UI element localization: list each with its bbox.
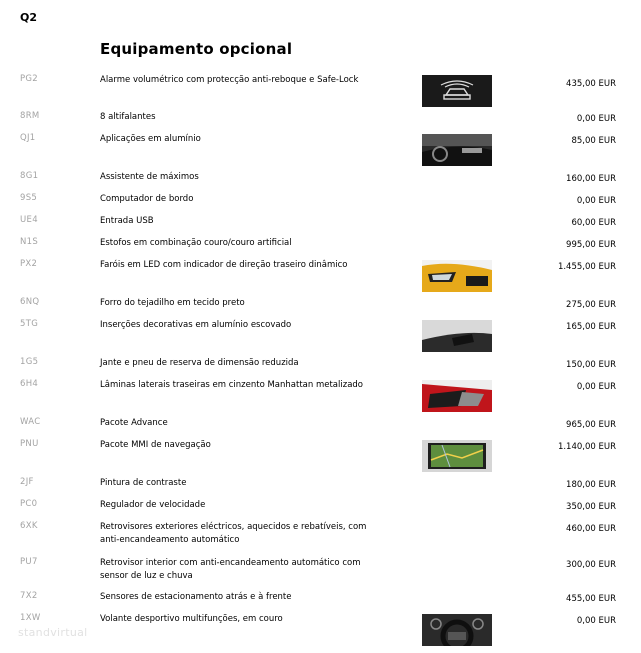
item-description: 8 altifalantes bbox=[100, 112, 156, 122]
item-price: 275,00 EUR bbox=[566, 300, 616, 310]
item-price: 455,00 EUR bbox=[566, 594, 616, 604]
watermark: standvirtual bbox=[18, 626, 88, 639]
item-code: PNU bbox=[20, 439, 39, 449]
item-description: Aplicações em alumínio bbox=[100, 134, 201, 144]
item-description: Pintura de contraste bbox=[100, 478, 187, 488]
alarm-icon bbox=[422, 75, 492, 107]
item-code: 8G1 bbox=[20, 171, 39, 181]
headlight-photo bbox=[422, 260, 492, 292]
item-code: UE4 bbox=[20, 215, 38, 225]
model-label: Q2 bbox=[20, 11, 38, 24]
blade-photo bbox=[422, 380, 492, 412]
item-code: PX2 bbox=[20, 259, 38, 269]
item-price: 435,00 EUR bbox=[566, 79, 616, 89]
item-code: 2JF bbox=[20, 477, 34, 487]
item-description: Inserções decorativas em alumínio escovado bbox=[100, 320, 292, 330]
item-code: 7X2 bbox=[20, 591, 38, 601]
item-code: N1S bbox=[20, 237, 39, 247]
item-price: 180,00 EUR bbox=[566, 480, 616, 490]
item-price: 1.140,00 EUR bbox=[557, 442, 616, 452]
item-description: Jante e pneu de reserva de dimensão reduzida bbox=[100, 358, 299, 368]
interior-photo bbox=[422, 134, 492, 166]
item-code: PG2 bbox=[20, 74, 39, 84]
item-description: Computador de bordo bbox=[100, 194, 194, 204]
item-code: 6H4 bbox=[20, 379, 39, 389]
item-description: Alarme volumétrico com protecção anti-reboque e Safe-Lock bbox=[100, 75, 359, 85]
item-code: 1XW bbox=[20, 613, 41, 623]
item-description: Sensores de estacionamento atrás e à frente bbox=[100, 592, 292, 602]
item-price: 160,00 EUR bbox=[566, 174, 616, 184]
item-code: WAC bbox=[20, 417, 41, 427]
item-price: 0,00 EUR bbox=[576, 382, 616, 392]
item-price: 1.455,00 EUR bbox=[557, 262, 616, 272]
item-description: Entrada USB bbox=[100, 216, 154, 226]
item-description: Retrovisores exteriores eléctricos, aquecidos e rebatíveis, com anti-encandeamento automático bbox=[100, 522, 367, 545]
item-description: Retrovisor interior com anti-encandeamento automático com sensor de luz e chuva bbox=[100, 558, 361, 581]
item-code: 6XK bbox=[20, 521, 38, 531]
item-price: 150,00 EUR bbox=[566, 360, 616, 370]
item-code: 1G5 bbox=[20, 357, 39, 367]
steering-wheel-photo bbox=[422, 614, 492, 646]
item-description: Regulador de velocidade bbox=[100, 500, 206, 510]
item-description: Pacote Advance bbox=[100, 418, 168, 428]
item-price: 60,00 EUR bbox=[571, 218, 616, 228]
item-price: 85,00 EUR bbox=[571, 136, 616, 146]
item-price: 300,00 EUR bbox=[566, 560, 616, 570]
item-price: 0,00 EUR bbox=[576, 196, 616, 206]
item-description: Faróis em LED com indicador de direção traseiro dinâmico bbox=[100, 260, 348, 270]
page-title: Equipamento opcional bbox=[100, 40, 293, 58]
item-code: QJ1 bbox=[20, 133, 36, 143]
item-price: 165,00 EUR bbox=[566, 322, 616, 332]
item-price: 0,00 EUR bbox=[576, 114, 616, 124]
item-code: PU7 bbox=[20, 557, 38, 567]
item-code: PC0 bbox=[20, 499, 38, 509]
item-price: 995,00 EUR bbox=[566, 240, 616, 250]
item-code: 6NQ bbox=[20, 297, 40, 307]
item-description: Assistente de máximos bbox=[100, 172, 199, 182]
item-description: Forro do tejadilho em tecido preto bbox=[100, 298, 245, 308]
item-price: 350,00 EUR bbox=[566, 502, 616, 512]
item-code: 9S5 bbox=[20, 193, 38, 203]
item-code: 5TG bbox=[20, 319, 39, 329]
item-description: Estofos em combinação couro/couro artificial bbox=[100, 238, 292, 248]
item-price: 460,00 EUR bbox=[566, 524, 616, 534]
item-description: Volante desportivo multifunções, em couro bbox=[100, 614, 283, 624]
item-price: 0,00 EUR bbox=[576, 616, 616, 626]
item-description: Pacote MMI de navegação bbox=[100, 440, 211, 450]
inlay-photo bbox=[422, 320, 492, 352]
navigation-photo bbox=[422, 440, 492, 472]
item-code: 8RM bbox=[20, 111, 40, 121]
item-description: Lâminas laterais traseiras em cinzento Manhattan metalizado bbox=[100, 380, 364, 390]
item-price: 965,00 EUR bbox=[566, 420, 616, 430]
